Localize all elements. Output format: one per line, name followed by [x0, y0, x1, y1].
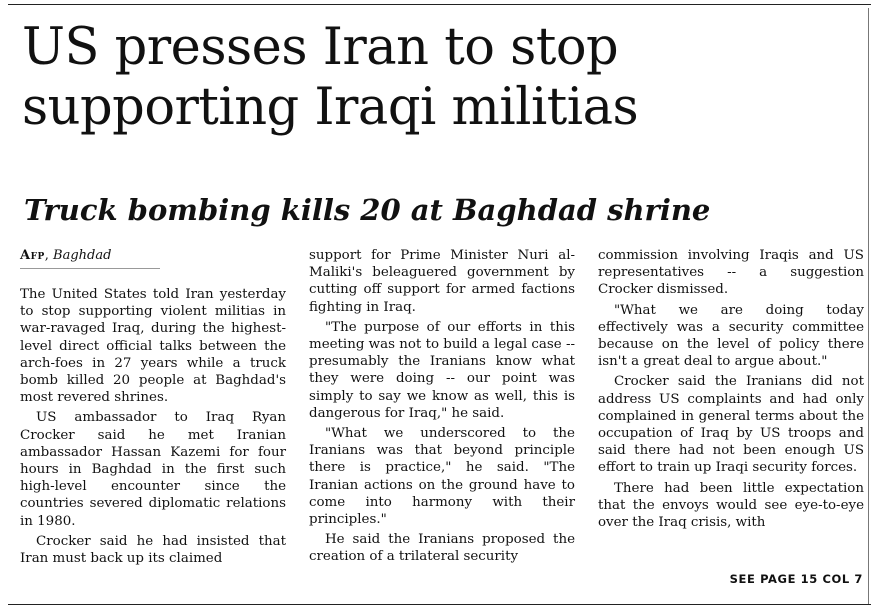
- byline: [20, 247, 160, 269]
- top-rule: [8, 4, 871, 5]
- paragraph: The United States told Iran yesterday to stop supporting violent militias in war-ravaged Iraq, during the highest-level direct official talks between the arch-foes in 27 years while a truck bomb killed 20 people at Baghdad's most revered shrines.: [20, 287, 286, 406]
- column-2: [309, 247, 575, 566]
- jump-line: SEE PAGE 15 COL 7: [729, 572, 863, 586]
- subhead: Truck bombing kills 20 at Baghdad shrine: [24, 193, 711, 227]
- paragraph: "What we are doing today effectively was a security committee because on the level of policy there isn't a great deal to argue about.": [598, 302, 864, 370]
- paragraph: Crocker said he had insisted that Iran must back up its claimed: [20, 533, 286, 567]
- column-3: [598, 247, 864, 531]
- paragraph: Crocker said the Iranians did not address US complaints and had only complained in general terms about the occupation of Iraq by US troops and said there had not been enough US effort to train up Iraqi security forces.: [598, 374, 864, 476]
- right-rule: [868, 8, 869, 604]
- paragraph: commission involving Iraqis and US representatives -- a suggestion Crocker dismissed.: [598, 248, 864, 298]
- paragraph: support for Prime Minister Nuri al-Maliki's beleaguered government by cutting off support for armed factions fighting in Iraq.: [309, 248, 575, 315]
- byline-agency: Afp: [20, 248, 45, 263]
- paragraph: There had been little expectation that the envoys would see eye-to-eye over the Iraq crisis, with: [598, 480, 864, 531]
- paragraph: "What we underscored to the Iranians was that beyond principle there is practice," he said. "The Iranian actions on the ground have to come into harmony with their principles.": [309, 426, 575, 528]
- headline: US presses Iran to stop supporting Iraqi militias: [22, 18, 639, 137]
- column-1: [20, 247, 286, 567]
- paragraph: "The purpose of our efforts in this meeting was not to build a legal case -- presumably the Iranians know what they were doing -- our point was simply to say we know as well, this is dangerous for Iraq," he said.: [309, 319, 575, 421]
- byline-separator: ,: [44, 248, 54, 263]
- paragraph: He said the Iranians proposed the creation of a trilateral security: [309, 532, 575, 565]
- bottom-rule: [8, 604, 871, 605]
- paragraph: US ambassador to Iraq Ryan Crocker said he met Iranian ambassador Hassan Kazemi for four hours in Baghdad in the first such high-level encounter since the countries severed diplomatic relations in 1980.: [20, 410, 286, 529]
- byline-dateline: Baghdad: [53, 248, 112, 263]
